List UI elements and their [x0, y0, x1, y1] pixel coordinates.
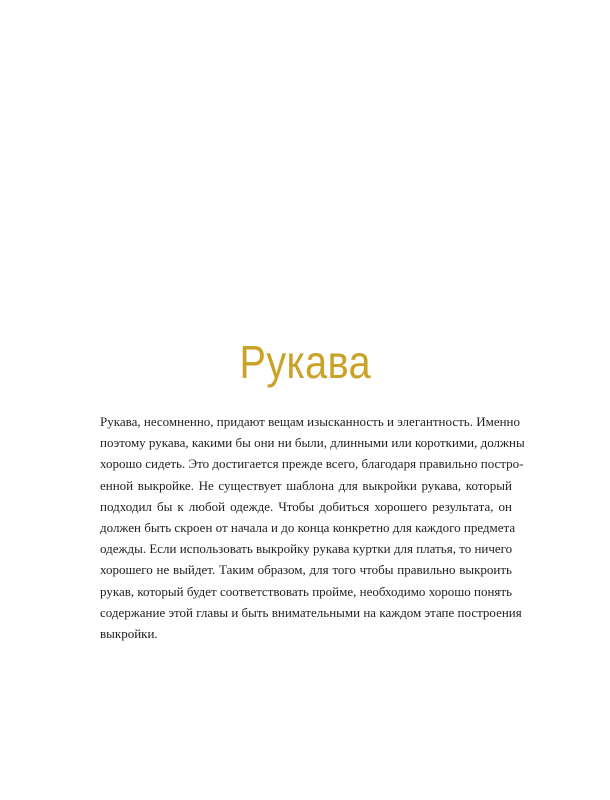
- paragraph-line: выкройки.: [100, 625, 158, 641]
- paragraph-line: содержание этой главы и быть внимательными на каждом этапе построения: [100, 604, 522, 620]
- paragraph-line: должен быть скроен от начала и до конца конкретно для каждого предмета: [100, 519, 516, 535]
- paragraph-line: енной выкройке. Не существует шаблона для выкройки рукава, который: [100, 477, 512, 493]
- paragraph-line: рукав, который будет соответствовать пройме, необходимо хорошо понять: [100, 583, 512, 599]
- paragraph-line: хорошего не выйдет. Таким образом, для того чтобы правильно выкроить: [100, 562, 512, 578]
- paragraph-line: хорошо сидеть. Это достигается прежде всего, благодаря правильно постро-: [100, 456, 524, 472]
- paragraph-line: одежды. Если использовать выкройку рукава куртки для платья, то ничего: [100, 541, 513, 557]
- paragraph-line: Рукава, несомненно, придают вещам изысканность и элегантность. Именно: [100, 414, 521, 429]
- paragraph-line: поэтому рукава, какими бы они ни были, длинными или короткими, должны: [100, 435, 525, 451]
- chapter-intro-paragraph: [100, 411, 525, 644]
- chapter-title: Рукава: [239, 336, 372, 388]
- paragraph-line: подходил бы к любой одежде. Чтобы добиться хорошего результата, он: [100, 498, 512, 514]
